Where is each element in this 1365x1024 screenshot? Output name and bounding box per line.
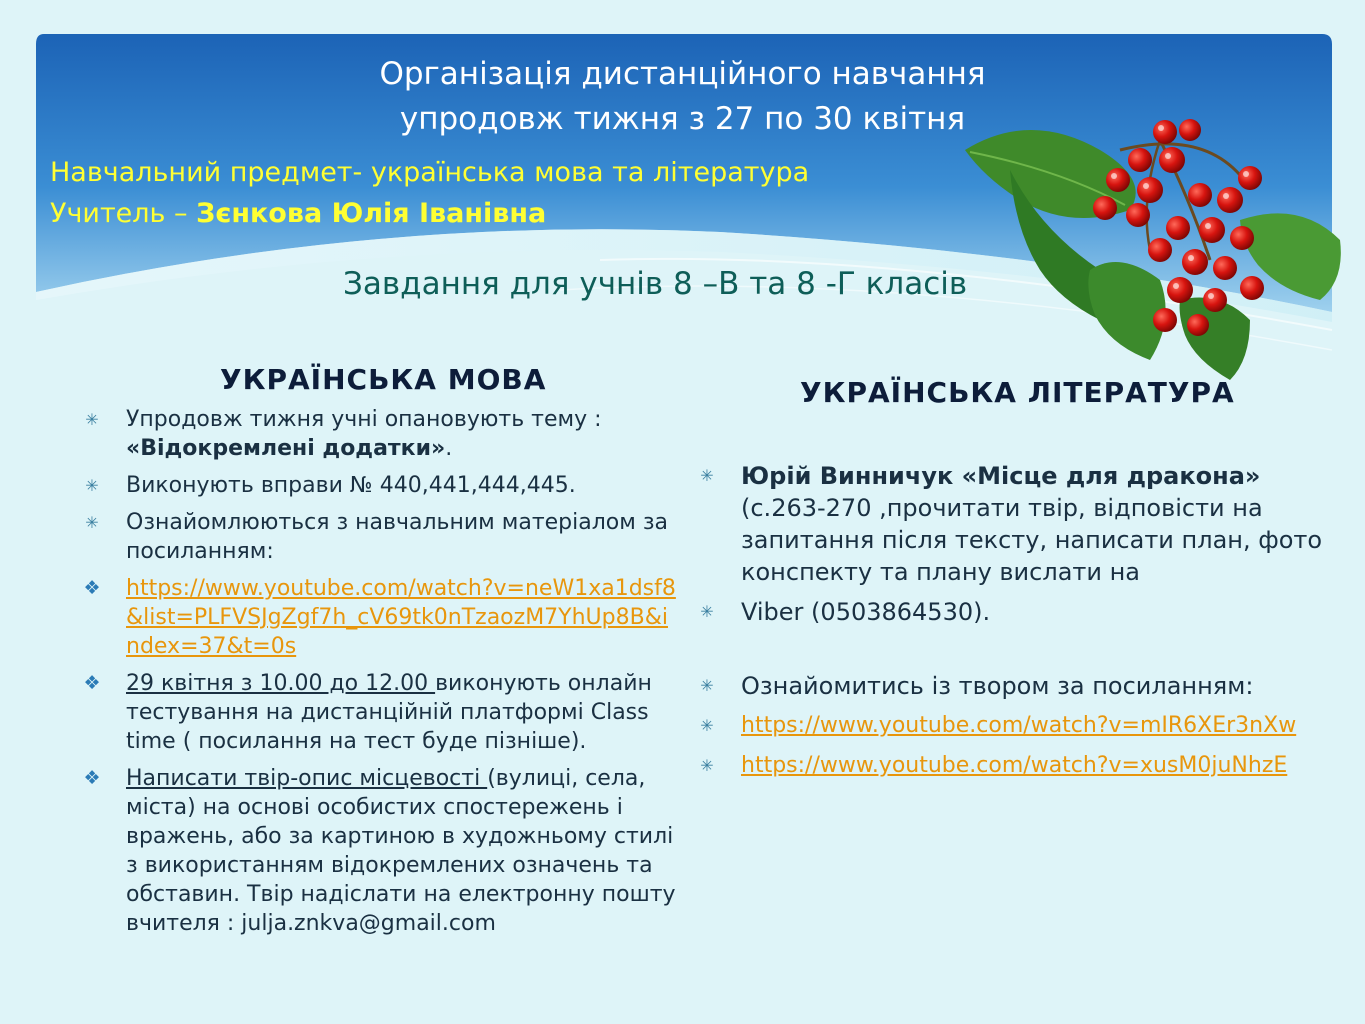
- star-bullet-icon: ✳: [85, 476, 99, 495]
- list-item: [80, 405, 680, 463]
- item-text: Виконують вправи № 440,441,444,445.: [126, 473, 576, 498]
- ukrainian-literature-title: УКРАЇНСЬКА ЛІТЕРАТУРА: [800, 376, 1235, 409]
- teacher-label: [50, 198, 546, 229]
- star-bullet-icon: ✳: [700, 716, 714, 735]
- youtube-lesson-link[interactable]: https://www.youtube.com/watch?v=neW1xa1dsf8&list=PLFVSJgZgf7h_cV69tk0nTzaozM7YhUp8B&index=37&t=0s: [126, 576, 676, 659]
- star-bullet-icon: ✳: [700, 676, 714, 695]
- item-end: .: [445, 436, 453, 461]
- teacher-prefix: Учитель –: [50, 198, 197, 229]
- classes-heading: Завдання для учнів 8 –В та 8 -Г класів: [343, 266, 968, 302]
- star-bullet-icon: ✳: [700, 602, 714, 621]
- title-line-1: Організація дистанційного навчання: [379, 56, 986, 92]
- list-item: [80, 764, 680, 938]
- item-text: Упродовж тижня учні опановують тему :: [126, 407, 602, 432]
- list-item: [695, 750, 1345, 782]
- star-bullet-icon: ✳: [85, 410, 99, 429]
- youtube-link-2[interactable]: https://www.youtube.com/watch?v=xusM0juNhzE: [741, 753, 1288, 778]
- list-item: [80, 471, 680, 500]
- page-title: [300, 52, 1065, 142]
- list-item: [695, 670, 1345, 702]
- item-text: (вулиці, села, міста) на основі особистих спостережень і вражень, або за картиною в художньому стилі з використанням відокремлених означень та обставин. Твір надіслати на електронну пошту вчителя : julja.znkva@gmail.com: [126, 766, 676, 936]
- viber-contact: Viber (0503864530).: [741, 598, 991, 626]
- list-item: [695, 460, 1345, 588]
- item-text: Ознайомитись із твором за посиланням:: [741, 672, 1254, 700]
- test-date: 29 квітня з 10.00 до 12.00: [126, 671, 436, 696]
- item-text: виконують онлайн тестування на дистанційній платформі Class time ( посилання на тест буде пізніше).: [126, 671, 652, 754]
- teacher-name: Зєнкова Юлія Іванівна: [196, 198, 547, 229]
- star-bullet-icon: ✳: [700, 756, 714, 775]
- ukrainian-language-title: УКРАЇНСЬКА МОВА: [220, 363, 547, 396]
- book-title: Юрій Винничук «Місце для дракона»: [741, 462, 1261, 490]
- list-item: [695, 710, 1345, 742]
- topic-name: «Відокремлені додатки»: [126, 436, 446, 461]
- language-task-list: [80, 405, 680, 946]
- diamond-bullet-icon: ❖: [83, 767, 101, 789]
- star-bullet-icon: ✳: [700, 466, 714, 485]
- youtube-link-1[interactable]: https://www.youtube.com/watch?v=mIR6XEr3nXw: [741, 713, 1297, 738]
- diamond-bullet-icon: ❖: [83, 577, 101, 599]
- list-item: [695, 596, 1345, 628]
- title-line-2: упродовж тижня з 27 по 30 квітня: [399, 100, 966, 137]
- list-item: [80, 669, 680, 756]
- item-text: (с.263-270 ,прочитати твір, відповісти на запитання після тексту, написати план, фото конспекту та плану вислати на: [741, 494, 1323, 586]
- diamond-bullet-icon: ❖: [83, 672, 101, 694]
- star-bullet-icon: ✳: [85, 513, 99, 532]
- list-item: [80, 508, 680, 566]
- list-item: [80, 574, 680, 661]
- item-text: Ознайомлюються з навчальним матеріалом за посиланням:: [126, 510, 669, 564]
- essay-task: Написати твір-опис місцевості: [126, 766, 488, 791]
- subject-label: Навчальний предмет- українська мова та література: [50, 157, 810, 188]
- literature-task-list: [695, 460, 1345, 790]
